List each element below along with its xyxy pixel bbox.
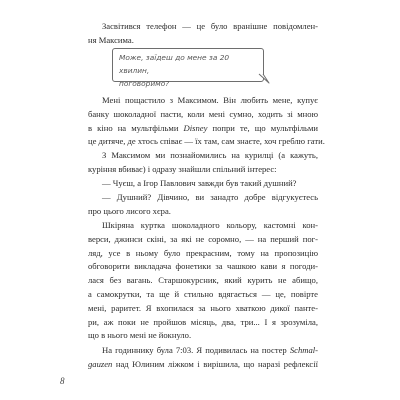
text-line: верси, джинси скіні, за які не соромно, — на перший пог- bbox=[88, 233, 318, 244]
text-line: мені, раритет. Я вхопилася за нього хваткою дикої панте- bbox=[88, 302, 318, 313]
text-line: — Чуєш, а Ігор Павлович завжди був такий душний? bbox=[102, 178, 297, 188]
paragraph-clock bbox=[88, 344, 318, 372]
message-line: Може, заїдеш до мене за 20 хвилин, bbox=[119, 53, 230, 75]
text-line: а самокрутки, та ще й стильно вдягається — це, повірте bbox=[88, 288, 318, 299]
text-line: це дитяче, де хтось співає — їх там, сам знаєте, хоч греблю гати. bbox=[88, 136, 325, 147]
paragraph-lucky-with-maxim bbox=[88, 94, 325, 149]
text-line: про цього лисого хєра. bbox=[88, 205, 171, 216]
text-line: в кіно на мультфільми Disney попри те, що мультфільми bbox=[88, 122, 318, 133]
text-line: що в нього мені не йокнуло. bbox=[88, 330, 192, 341]
text-line: — Душний? Дівчино, ви занадто добре відгукуєтесь bbox=[102, 192, 318, 202]
text-line: обговорити викладача фонетики за чашкою кави я погоди- bbox=[88, 261, 318, 272]
text-line: gauzen над Юлиним ліжком і вирішила, що наразі рефлексії bbox=[88, 358, 318, 369]
text-line: Засвітився телефон — це було вранішне повідомлен- bbox=[102, 21, 318, 31]
page-number: 8 bbox=[60, 376, 65, 386]
bubble-tail-icon bbox=[257, 73, 271, 85]
text-line: лася без вагань. Старшокурсник, який курить не абищо, bbox=[88, 275, 318, 286]
text-line: З Максимом ми познайомились на курилці (а кажуть, bbox=[102, 150, 318, 160]
paragraph-leather-jacket bbox=[88, 219, 318, 343]
text-line: На годиннику була 7:03. Я подивилась на постер Schmal- bbox=[102, 345, 318, 355]
text-line: банку шоколадної пасти, коли мені сумно, ходить зі мною bbox=[88, 108, 318, 119]
text-line: Мені пощастило з Максимом. Він любить мене, купує bbox=[102, 95, 318, 105]
paragraph-met-at-smoking-area bbox=[88, 149, 318, 177]
message-bubble bbox=[112, 48, 264, 88]
text-line: Шкіряна куртка шоколадного кольору, кастомні кон- bbox=[102, 220, 318, 230]
dialogue-line-1 bbox=[88, 177, 318, 191]
text-line: ня Максима. bbox=[88, 34, 134, 45]
message-line: поговоримо? bbox=[119, 78, 170, 88]
dialogue-line-2 bbox=[88, 191, 318, 219]
text-line: куріння вбиває) і одразу знайшли спільний інтерес: bbox=[88, 163, 277, 174]
text-line: ри, аж поки не пройшов місяць, два, три... І я зрозуміла, bbox=[88, 316, 318, 327]
paragraph-phone-lit bbox=[88, 20, 318, 48]
text-line: ляд, усе в ньому було прекрасним, тому на пропозицію bbox=[88, 247, 318, 258]
